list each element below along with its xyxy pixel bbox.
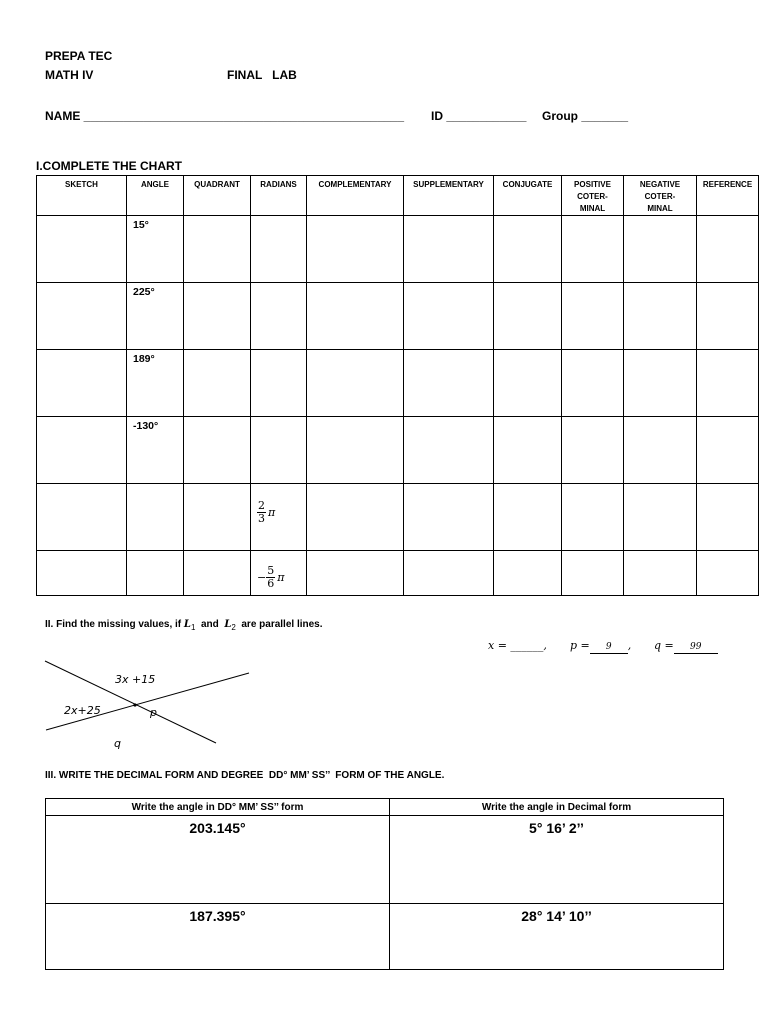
col-supplementary: SUPPLEMENTARY bbox=[404, 176, 494, 216]
answer-cell[interactable] bbox=[697, 216, 759, 283]
answer-cell[interactable] bbox=[624, 283, 697, 350]
conversion-cell[interactable]: 203.145° bbox=[46, 816, 390, 904]
answer-cell[interactable] bbox=[251, 417, 307, 484]
answer-cell[interactable] bbox=[307, 350, 404, 417]
answer-cell[interactable] bbox=[562, 350, 624, 417]
answer-cell[interactable] bbox=[697, 551, 759, 596]
answer-cell[interactable] bbox=[184, 484, 251, 551]
answer-cell[interactable] bbox=[562, 551, 624, 596]
answer-cell[interactable] bbox=[624, 484, 697, 551]
col-positive-coterminal: POSITIVE COTER- MINAL bbox=[562, 176, 624, 216]
sketch-cell[interactable] bbox=[37, 551, 127, 596]
section2-title: II. Find the missing values, if $L_1$ and $L_2$ are parallel lines. bbox=[45, 619, 323, 632]
conversion-table bbox=[45, 798, 724, 970]
col-dms-form: Write the angle in DD° MM’ SS’’ form bbox=[46, 799, 390, 816]
answer-cell[interactable] bbox=[184, 417, 251, 484]
section1-title: I.COMPLETE THE CHART bbox=[36, 159, 182, 173]
answer-x[interactable]: x = ______, bbox=[488, 639, 547, 652]
sketch-cell[interactable] bbox=[37, 216, 127, 283]
answer-cell[interactable] bbox=[184, 216, 251, 283]
id-field[interactable]: ID ____________ bbox=[431, 109, 527, 123]
angle-chart bbox=[36, 175, 759, 596]
table-row bbox=[37, 350, 759, 417]
col-complementary: COMPLEMENTARY bbox=[307, 176, 404, 216]
answer-cell[interactable] bbox=[251, 283, 307, 350]
group-field[interactable]: Group _______ bbox=[542, 109, 629, 123]
answer-cell[interactable] bbox=[404, 417, 494, 484]
sketch-cell[interactable] bbox=[37, 417, 127, 484]
answer-cell[interactable] bbox=[184, 350, 251, 417]
answer-cell[interactable] bbox=[494, 283, 562, 350]
answer-cell[interactable] bbox=[404, 350, 494, 417]
label-q: q bbox=[114, 737, 121, 750]
parallel-lines-diagram bbox=[40, 655, 270, 760]
section3-title: III. WRITE THE DECIMAL FORM AND DEGREE DD° MM’ SS’’ FORM OF THE ANGLE. bbox=[45, 770, 445, 781]
col-reference: REFERENCE bbox=[697, 176, 759, 216]
answer-cell[interactable] bbox=[184, 283, 251, 350]
answer-p[interactable]: p = 9 , bbox=[570, 639, 632, 652]
school-name: PREPA TEC bbox=[45, 49, 113, 63]
col-negative-coterminal: NEGATIVE COTER- MINAL bbox=[624, 176, 697, 216]
radian-cell bbox=[251, 551, 307, 596]
answer-cell[interactable] bbox=[562, 417, 624, 484]
angle-cell: 225° bbox=[127, 283, 184, 350]
answer-cell[interactable] bbox=[562, 484, 624, 551]
answer-cell[interactable] bbox=[562, 216, 624, 283]
answer-cell[interactable] bbox=[251, 216, 307, 283]
answer-cell[interactable] bbox=[307, 417, 404, 484]
answer-cell[interactable] bbox=[494, 350, 562, 417]
name-field[interactable]: NAME ________________________________________________ bbox=[45, 109, 405, 123]
answer-cell[interactable] bbox=[184, 551, 251, 596]
table-row bbox=[46, 816, 724, 904]
answer-cell[interactable] bbox=[307, 551, 404, 596]
answer-q[interactable]: q = 99 bbox=[654, 639, 718, 654]
answer-cell[interactable] bbox=[697, 484, 759, 551]
conversion-cell[interactable]: 187.395° bbox=[46, 904, 390, 970]
conversion-cell[interactable]: 5° 16’ 2’’ bbox=[390, 816, 724, 904]
sketch-cell[interactable] bbox=[37, 350, 127, 417]
angle-cell: -130° bbox=[127, 417, 184, 484]
answer-cell[interactable] bbox=[494, 417, 562, 484]
table-row bbox=[37, 417, 759, 484]
label-p: p bbox=[150, 706, 157, 719]
answer-cell[interactable] bbox=[404, 216, 494, 283]
answer-cell[interactable] bbox=[251, 350, 307, 417]
answer-cell[interactable] bbox=[494, 216, 562, 283]
answer-cell[interactable] bbox=[697, 350, 759, 417]
table-row bbox=[37, 283, 759, 350]
angle-cell: 15° bbox=[127, 216, 184, 283]
answer-cell[interactable] bbox=[494, 484, 562, 551]
radian-cell bbox=[251, 484, 307, 551]
exam-title: FINAL LAB bbox=[227, 68, 297, 82]
label-3x-15: 3x +15 bbox=[115, 673, 156, 686]
answer-cell[interactable] bbox=[494, 551, 562, 596]
intersection-point bbox=[133, 703, 136, 706]
answer-cell[interactable] bbox=[624, 216, 697, 283]
answer-cell[interactable] bbox=[624, 350, 697, 417]
answer-cell[interactable] bbox=[624, 551, 697, 596]
answer-cell[interactable] bbox=[404, 283, 494, 350]
col-sketch: SKETCH bbox=[37, 176, 127, 216]
answer-cell[interactable] bbox=[624, 417, 697, 484]
col-decimal-form: Write the angle in Decimal form bbox=[390, 799, 724, 816]
sketch-cell[interactable] bbox=[37, 283, 127, 350]
conversion-cell[interactable]: 28° 14’ 10’’ bbox=[390, 904, 724, 970]
table-row bbox=[37, 551, 759, 596]
answer-cell[interactable] bbox=[307, 484, 404, 551]
col-angle: ANGLE bbox=[127, 176, 184, 216]
table-row bbox=[37, 484, 759, 551]
label-2x-25: 2x+25 bbox=[64, 704, 101, 717]
radian-fraction: − $\frac{5}{6}$ π bbox=[257, 564, 285, 590]
answer-cell[interactable] bbox=[127, 484, 184, 551]
answer-cell[interactable] bbox=[562, 283, 624, 350]
col-radians: RADIANS bbox=[251, 176, 307, 216]
col-conjugate: CONJUGATE bbox=[494, 176, 562, 216]
answer-cell[interactable] bbox=[697, 283, 759, 350]
col-quadrant: QUADRANT bbox=[184, 176, 251, 216]
course-name: MATH IV bbox=[45, 68, 94, 82]
answer-cell[interactable] bbox=[127, 551, 184, 596]
radian-fraction: 2 3 π bbox=[258, 499, 276, 525]
answer-cell[interactable] bbox=[307, 216, 404, 283]
sketch-cell[interactable] bbox=[37, 484, 127, 551]
answer-cell[interactable] bbox=[404, 551, 494, 596]
angle-cell: 189° bbox=[127, 350, 184, 417]
table-row bbox=[46, 904, 724, 970]
answer-cell[interactable] bbox=[697, 417, 759, 484]
answer-cell[interactable] bbox=[307, 283, 404, 350]
table-row bbox=[37, 216, 759, 283]
answer-cell[interactable] bbox=[404, 484, 494, 551]
